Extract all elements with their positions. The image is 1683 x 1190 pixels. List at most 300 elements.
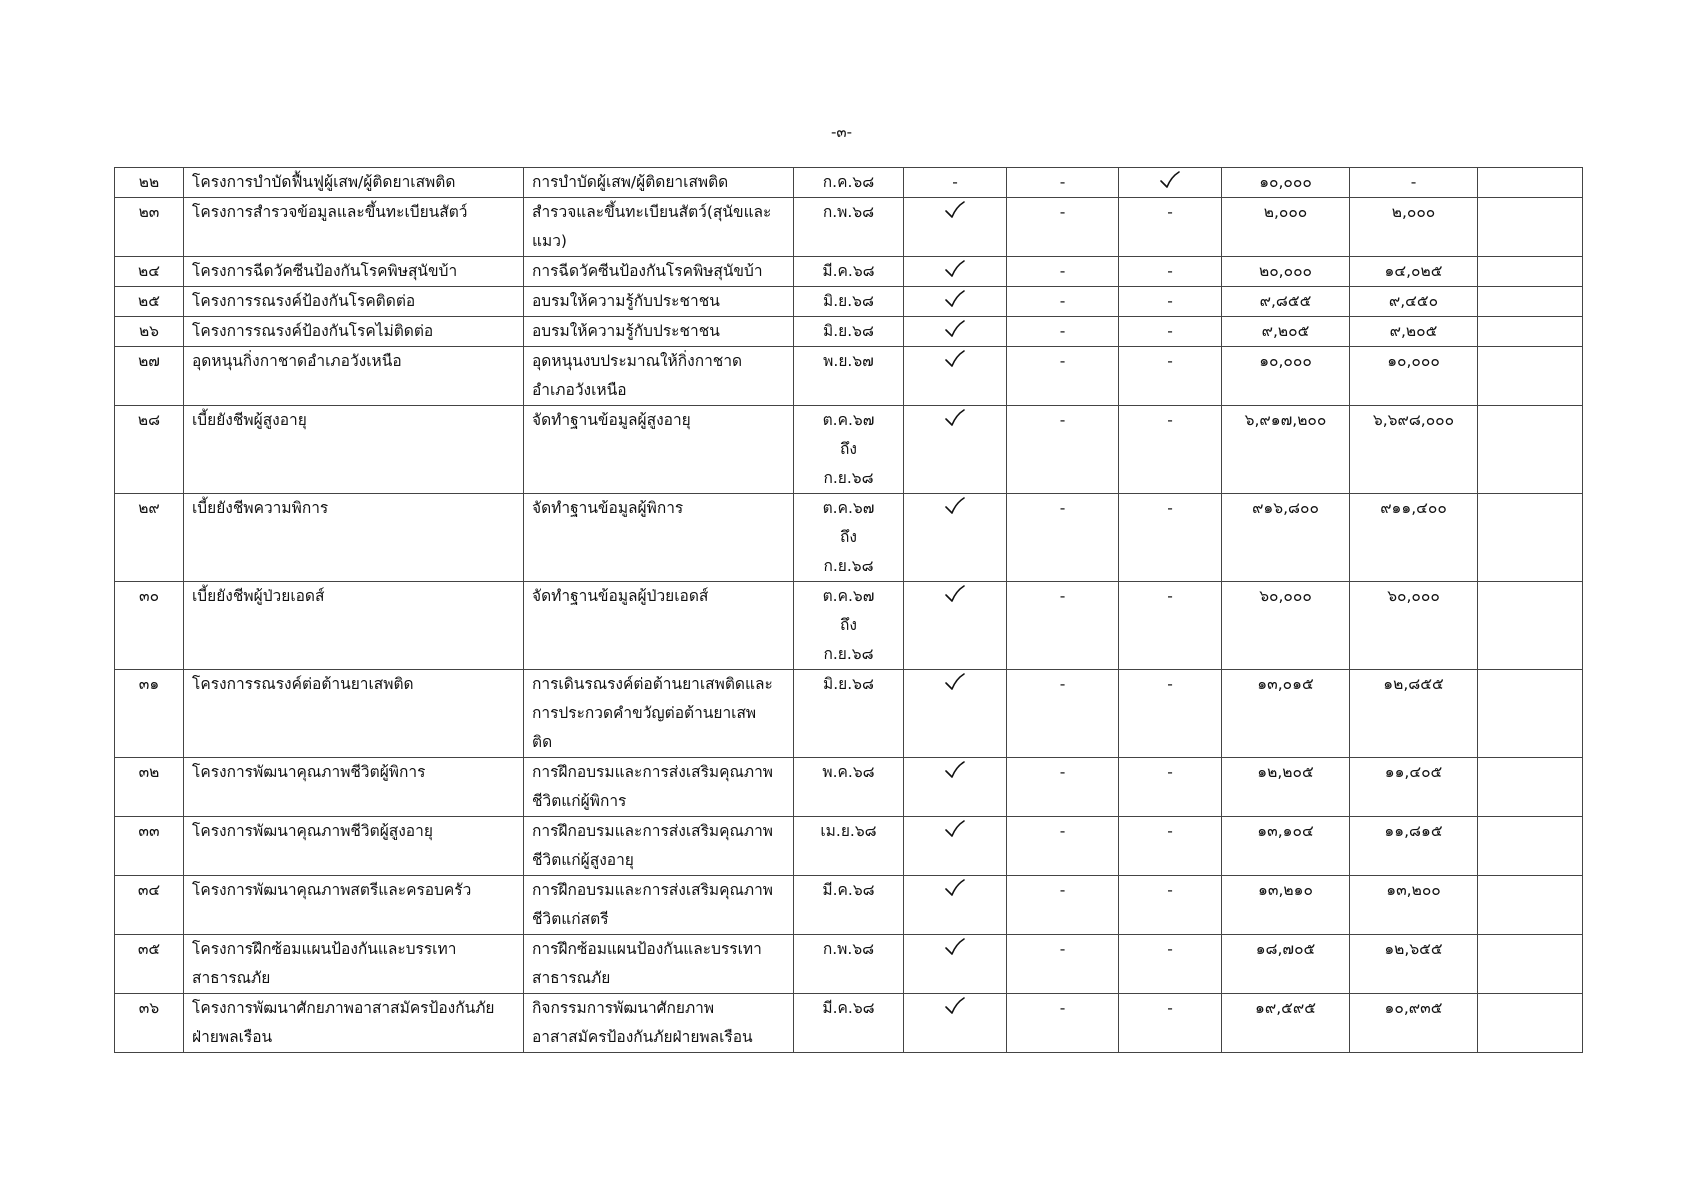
remark-cell bbox=[1478, 994, 1583, 1053]
period-cell bbox=[794, 494, 904, 582]
dash-mark: - bbox=[1059, 173, 1066, 191]
row-number-cell bbox=[115, 168, 184, 198]
activity-line: การประกวดคำขวัญต่อต้านยาเสพ bbox=[532, 704, 757, 722]
period-line: ก.ย.๖๘ bbox=[823, 557, 874, 575]
checkmark-icon bbox=[944, 349, 966, 369]
remark-cell bbox=[1478, 876, 1583, 935]
budget-amount: ๒๐,๐๐๐ bbox=[1259, 262, 1312, 280]
activity-cell bbox=[524, 935, 794, 994]
budget-cell bbox=[1222, 994, 1350, 1053]
status-cell bbox=[1119, 347, 1222, 406]
remark-cell bbox=[1478, 198, 1583, 257]
project-name-line: โครงการบำบัดฟื้นฟูผู้เสพ/ผู้ติดยาเสพติด bbox=[192, 173, 456, 191]
activity-cell bbox=[524, 287, 794, 317]
spent-cell bbox=[1350, 494, 1478, 582]
budget-amount: ๑๐,๐๐๐ bbox=[1259, 352, 1312, 370]
project-name-line: อุดหนุนกิ่งกาชาดอำเภอวังเหนือ bbox=[192, 352, 402, 370]
period-cell bbox=[794, 257, 904, 287]
status-cell bbox=[1007, 168, 1119, 198]
activity-cell bbox=[524, 317, 794, 347]
checkmark-icon bbox=[944, 819, 966, 839]
dash-mark: - bbox=[1059, 352, 1066, 370]
remark-cell bbox=[1478, 670, 1583, 758]
status-cell bbox=[1007, 347, 1119, 406]
spent-amount: ๑๔,๐๒๕ bbox=[1384, 262, 1443, 280]
dash-mark: - bbox=[1059, 999, 1066, 1017]
budget-amount: ๑๐,๐๐๐ bbox=[1259, 173, 1312, 191]
table-row bbox=[115, 582, 1583, 670]
row-number: ๓๒ bbox=[138, 763, 160, 781]
spent-amount: ๖,๖๙๘,๐๐๐ bbox=[1372, 411, 1455, 429]
project-name-cell bbox=[184, 257, 524, 287]
period-line: ต.ค.๖๗ bbox=[822, 499, 875, 517]
row-number: ๒๗ bbox=[138, 352, 160, 370]
spent-amount: ๙,๔๕๐ bbox=[1388, 292, 1439, 310]
row-number: ๓๐ bbox=[138, 587, 160, 605]
period-cell bbox=[794, 817, 904, 876]
activity-line: จัดทำฐานข้อมูลผู้พิการ bbox=[532, 499, 684, 517]
row-number: ๒๕ bbox=[138, 292, 160, 310]
activity-line: การฉีดวัคซีนป้องกันโรคพิษสุนัขบ้า bbox=[532, 262, 763, 280]
row-number: ๓๓ bbox=[138, 822, 160, 840]
checkmark-icon bbox=[944, 584, 966, 604]
project-name-cell bbox=[184, 494, 524, 582]
period-line: ถึง bbox=[840, 440, 857, 458]
checkmark-icon bbox=[944, 760, 966, 780]
spent-cell bbox=[1350, 994, 1478, 1053]
budget-cell bbox=[1222, 317, 1350, 347]
row-number-cell bbox=[115, 317, 184, 347]
remark-cell bbox=[1478, 406, 1583, 494]
budget-cell bbox=[1222, 168, 1350, 198]
budget-cell bbox=[1222, 198, 1350, 257]
table-row bbox=[115, 347, 1583, 406]
spent-cell bbox=[1350, 876, 1478, 935]
spent-amount: ๑๑,๘๑๕ bbox=[1384, 822, 1443, 840]
status-cell bbox=[1119, 582, 1222, 670]
spent-amount: ๑๓,๒๐๐ bbox=[1386, 881, 1441, 899]
period-cell bbox=[794, 287, 904, 317]
row-number-cell bbox=[115, 935, 184, 994]
spent-amount: ๑๒,๖๕๕ bbox=[1384, 940, 1443, 958]
activity-cell bbox=[524, 670, 794, 758]
activity-line: จัดทำฐานข้อมูลผู้ป่วยเอดส์ bbox=[532, 587, 709, 605]
period-line: ก.พ.๖๘ bbox=[822, 940, 875, 958]
status-cell bbox=[1007, 257, 1119, 287]
status-cell bbox=[1007, 876, 1119, 935]
dash-mark: - bbox=[1059, 675, 1066, 693]
status-cell bbox=[1119, 817, 1222, 876]
spent-cell bbox=[1350, 670, 1478, 758]
dash-mark: - bbox=[1167, 499, 1173, 517]
budget-cell bbox=[1222, 817, 1350, 876]
period-line: ก.ย.๖๘ bbox=[823, 645, 874, 663]
budget-cell bbox=[1222, 347, 1350, 406]
row-number: ๓๕ bbox=[137, 940, 161, 958]
dash-mark: - bbox=[1059, 411, 1066, 429]
activity-line: กิจกรรมการพัฒนาศักยภาพ bbox=[532, 999, 715, 1017]
row-number-cell bbox=[115, 817, 184, 876]
project-name-line: โครงการฝึกซ้อมแผนป้องกันและบรรเทา bbox=[192, 940, 457, 958]
status-cell bbox=[904, 817, 1007, 876]
period-cell bbox=[794, 994, 904, 1053]
row-number: ๓๖ bbox=[138, 999, 160, 1017]
dash-mark: - bbox=[1167, 999, 1173, 1017]
spent-amount: ๙๑๑,๔๐๐ bbox=[1380, 499, 1447, 517]
status-cell bbox=[1007, 198, 1119, 257]
activity-cell bbox=[524, 582, 794, 670]
period-line: มี.ค.๖๘ bbox=[822, 999, 875, 1017]
activity-line: การฝึกซ้อมแผนป้องกันและบรรเทา bbox=[532, 940, 762, 958]
budget-amount: ๙,๒๐๕ bbox=[1261, 322, 1310, 340]
period-line: พ.ย.๖๗ bbox=[823, 352, 874, 370]
table-row bbox=[115, 406, 1583, 494]
dash-mark: - bbox=[1167, 322, 1173, 340]
project-name-line: โครงการพัฒนาศักยภาพอาสาสมัครป้องกันภัย bbox=[192, 999, 495, 1017]
row-number-cell bbox=[115, 582, 184, 670]
table-row bbox=[115, 817, 1583, 876]
budget-cell bbox=[1222, 582, 1350, 670]
row-number: ๓๑ bbox=[138, 675, 160, 693]
dash-mark: - bbox=[1167, 881, 1173, 899]
row-number: ๒๘ bbox=[137, 411, 161, 429]
project-name-line: เบี้ยยังชีพความพิการ bbox=[192, 499, 329, 517]
activity-line: สำรวจและขึ้นทะเบียนสัตว์(สุนัขและ bbox=[532, 203, 772, 221]
period-cell bbox=[794, 935, 904, 994]
budget-cell bbox=[1222, 935, 1350, 994]
status-cell bbox=[1119, 935, 1222, 994]
status-cell bbox=[904, 406, 1007, 494]
spent-cell bbox=[1350, 347, 1478, 406]
project-name-line: โครงการพัฒนาคุณภาพชีวิตผู้สูงอายุ bbox=[192, 822, 433, 840]
status-cell bbox=[904, 317, 1007, 347]
status-cell bbox=[1119, 406, 1222, 494]
status-cell bbox=[1007, 994, 1119, 1053]
period-line: เม.ย.๖๘ bbox=[820, 822, 877, 840]
status-cell bbox=[1119, 876, 1222, 935]
spent-amount: ๑๑,๔๐๕ bbox=[1384, 763, 1443, 781]
row-number-cell bbox=[115, 758, 184, 817]
dash-mark: - bbox=[1167, 940, 1173, 958]
spent-amount: ๑๐,๐๐๐ bbox=[1387, 352, 1440, 370]
budget-cell bbox=[1222, 257, 1350, 287]
checkmark-icon bbox=[944, 996, 966, 1016]
dash-mark: - bbox=[1167, 822, 1173, 840]
budget-amount: ๑๓,๒๑๐ bbox=[1258, 881, 1313, 899]
budget-amount: ๑๓,๑๐๔ bbox=[1257, 822, 1314, 840]
budget-amount: ๑๘,๗๐๕ bbox=[1255, 940, 1316, 958]
project-name-line: โครงการฉีดวัคซีนป้องกันโรคพิษสุนัขบ้า bbox=[192, 262, 458, 280]
period-line: ก.ย.๖๘ bbox=[823, 469, 874, 487]
row-number-cell bbox=[115, 876, 184, 935]
status-cell bbox=[1007, 317, 1119, 347]
status-cell bbox=[904, 876, 1007, 935]
spent-amount: ๑๒,๘๕๕ bbox=[1383, 675, 1444, 693]
status-cell bbox=[1119, 198, 1222, 257]
period-line: ก.พ.๖๘ bbox=[822, 203, 875, 221]
dash-mark: - bbox=[1059, 587, 1066, 605]
status-cell bbox=[904, 347, 1007, 406]
activity-line: ชีวิตแก่ผู้สูงอายุ bbox=[532, 851, 634, 869]
budget-cell bbox=[1222, 287, 1350, 317]
checkmark-icon bbox=[944, 672, 966, 692]
dash-mark: - bbox=[1167, 352, 1173, 370]
page-number: -๓- bbox=[830, 123, 853, 141]
activity-line: การฝึกอบรมและการส่งเสริมคุณภาพ bbox=[532, 881, 774, 899]
activity-line: อุดหนุนงบประมาณให้กิ่งกาชาด bbox=[532, 352, 743, 370]
status-cell bbox=[904, 198, 1007, 257]
activity-line: การฝึกอบรมและการส่งเสริมคุณภาพ bbox=[532, 763, 774, 781]
dash-mark: - bbox=[1059, 881, 1066, 899]
activity-cell bbox=[524, 758, 794, 817]
activity-cell bbox=[524, 994, 794, 1053]
period-line: มิ.ย.๖๘ bbox=[823, 292, 874, 310]
remark-cell bbox=[1478, 935, 1583, 994]
status-cell bbox=[904, 257, 1007, 287]
checkmark-icon bbox=[944, 200, 966, 220]
budget-amount: ๙๑๖,๘๐๐ bbox=[1252, 499, 1319, 517]
status-cell bbox=[904, 168, 1007, 198]
period-line: ต.ค.๖๗ bbox=[822, 587, 875, 605]
dash-mark: - bbox=[1167, 292, 1173, 310]
dash-mark: - bbox=[1167, 587, 1173, 605]
period-cell bbox=[794, 347, 904, 406]
table-row bbox=[115, 168, 1583, 198]
spent-cell bbox=[1350, 582, 1478, 670]
project-name-cell bbox=[184, 994, 524, 1053]
spent-cell bbox=[1350, 168, 1478, 198]
activity-cell bbox=[524, 168, 794, 198]
budget-amount: ๑๓,๐๑๕ bbox=[1257, 675, 1314, 693]
status-cell bbox=[1007, 287, 1119, 317]
project-name-line: โครงการพัฒนาคุณภาพสตรีและครอบครัว bbox=[192, 881, 472, 899]
project-name-line: เบี้ยยังชีพผู้ป่วยเอดส์ bbox=[192, 587, 325, 605]
row-number: ๒๖ bbox=[138, 322, 160, 340]
period-line: มิ.ย.๖๘ bbox=[823, 322, 874, 340]
project-name-cell bbox=[184, 287, 524, 317]
spent-cell bbox=[1350, 406, 1478, 494]
row-number: ๒๙ bbox=[138, 499, 160, 517]
status-cell bbox=[1007, 406, 1119, 494]
project-table bbox=[114, 167, 1583, 1053]
spent-amount: - bbox=[1410, 173, 1417, 191]
dash-mark: - bbox=[1059, 262, 1066, 280]
period-cell bbox=[794, 168, 904, 198]
checkmark-icon bbox=[1159, 170, 1181, 190]
project-name-line: โครงการรณรงค์ป้องกันโรคติดต่อ bbox=[192, 292, 416, 310]
remark-cell bbox=[1478, 758, 1583, 817]
row-number: ๒๒ bbox=[138, 173, 160, 191]
checkmark-icon bbox=[944, 496, 966, 516]
status-cell bbox=[1007, 817, 1119, 876]
budget-cell bbox=[1222, 758, 1350, 817]
remark-cell bbox=[1478, 494, 1583, 582]
activity-line: ติด bbox=[532, 733, 553, 751]
spent-cell bbox=[1350, 287, 1478, 317]
row-number-cell bbox=[115, 670, 184, 758]
status-cell bbox=[1007, 582, 1119, 670]
project-name-line: สาธารณภัย bbox=[192, 969, 271, 987]
period-cell bbox=[794, 406, 904, 494]
activity-line: การฝึกอบรมและการส่งเสริมคุณภาพ bbox=[532, 822, 774, 840]
row-number: ๒๓ bbox=[138, 203, 160, 221]
project-name-cell bbox=[184, 406, 524, 494]
checkmark-icon bbox=[944, 319, 966, 339]
remark-cell bbox=[1478, 582, 1583, 670]
row-number-cell bbox=[115, 406, 184, 494]
dash-mark: - bbox=[1059, 322, 1066, 340]
activity-line: สาธารณภัย bbox=[532, 969, 611, 987]
spent-cell bbox=[1350, 317, 1478, 347]
project-name-line: โครงการรณรงค์ป้องกันโรคไม่ติดต่อ bbox=[192, 322, 434, 340]
project-name-line: โครงการรณรงค์ต่อต้านยาเสพติด bbox=[192, 675, 414, 693]
spent-amount: ๙,๒๐๕ bbox=[1389, 322, 1438, 340]
dash-mark: - bbox=[1059, 763, 1066, 781]
spent-cell bbox=[1350, 935, 1478, 994]
status-cell bbox=[904, 994, 1007, 1053]
row-number-cell bbox=[115, 287, 184, 317]
spent-amount: ๑๐,๙๓๕ bbox=[1384, 999, 1443, 1017]
project-name-line: ฝ่ายพลเรือน bbox=[192, 1028, 273, 1046]
row-number-cell bbox=[115, 494, 184, 582]
period-cell bbox=[794, 198, 904, 257]
budget-amount: ๖,๙๑๗,๒๐๐ bbox=[1244, 411, 1327, 429]
budget-amount: ๑๙,๕๙๕ bbox=[1255, 999, 1316, 1017]
checkmark-icon bbox=[944, 289, 966, 309]
project-name-cell bbox=[184, 758, 524, 817]
dash-mark: - bbox=[1167, 763, 1173, 781]
checkmark-icon bbox=[944, 259, 966, 279]
budget-cell bbox=[1222, 494, 1350, 582]
activity-line: การเดินรณรงค์ต่อต้านยาเสพติดและ bbox=[532, 675, 773, 693]
period-cell bbox=[794, 876, 904, 935]
activity-cell bbox=[524, 876, 794, 935]
status-cell bbox=[904, 670, 1007, 758]
activity-cell bbox=[524, 347, 794, 406]
period-line: ถึง bbox=[840, 528, 857, 546]
project-name-cell bbox=[184, 670, 524, 758]
checkmark-icon bbox=[944, 937, 966, 957]
spent-amount: ๖๐,๐๐๐ bbox=[1387, 587, 1440, 605]
activity-line: จัดทำฐานข้อมูลผู้สูงอายุ bbox=[532, 411, 691, 429]
project-name-cell bbox=[184, 317, 524, 347]
activity-cell bbox=[524, 198, 794, 257]
budget-cell bbox=[1222, 670, 1350, 758]
status-cell bbox=[1007, 494, 1119, 582]
dash-mark: - bbox=[1059, 822, 1066, 840]
table-row bbox=[115, 198, 1583, 257]
project-name-cell bbox=[184, 935, 524, 994]
activity-line: อาสาสมัครป้องกันภัยฝ่ายพลเรือน bbox=[532, 1028, 753, 1046]
project-name-line: เบี้ยยังชีพผู้สูงอายุ bbox=[192, 411, 307, 429]
row-number-cell bbox=[115, 347, 184, 406]
period-line: มี.ค.๖๘ bbox=[822, 262, 875, 280]
project-name-cell bbox=[184, 582, 524, 670]
project-name-cell bbox=[184, 168, 524, 198]
table-row bbox=[115, 670, 1583, 758]
activity-line: แมว) bbox=[532, 232, 567, 250]
status-cell bbox=[1119, 257, 1222, 287]
period-line: มิ.ย.๖๘ bbox=[823, 675, 874, 693]
status-cell bbox=[1119, 168, 1222, 198]
status-cell bbox=[1007, 670, 1119, 758]
checkmark-icon bbox=[944, 408, 966, 428]
activity-line: การบำบัดผู้เสพ/ผู้ติดยาเสพติด bbox=[532, 173, 729, 191]
status-cell bbox=[1119, 994, 1222, 1053]
dash-mark: - bbox=[1059, 203, 1066, 221]
period-line: ก.ค.๖๘ bbox=[822, 173, 875, 191]
row-number-cell bbox=[115, 257, 184, 287]
budget-amount: ๑๒,๒๐๕ bbox=[1257, 763, 1314, 781]
budget-amount: ๙,๘๕๕ bbox=[1259, 292, 1312, 310]
status-cell bbox=[904, 494, 1007, 582]
dash-mark: - bbox=[1059, 292, 1066, 310]
project-name-cell bbox=[184, 198, 524, 257]
table-row bbox=[115, 317, 1583, 347]
table-row bbox=[115, 994, 1583, 1053]
project-name-cell bbox=[184, 876, 524, 935]
dash-mark: - bbox=[1167, 675, 1173, 693]
table-body bbox=[115, 168, 1583, 1053]
spent-cell bbox=[1350, 198, 1478, 257]
period-cell bbox=[794, 317, 904, 347]
table-row bbox=[115, 287, 1583, 317]
row-number: ๓๔ bbox=[137, 881, 161, 899]
dash-mark: - bbox=[952, 173, 958, 191]
project-name-line: โครงการสำรวจข้อมูลและขึ้นทะเบียนสัตว์ bbox=[192, 203, 468, 221]
spent-cell bbox=[1350, 758, 1478, 817]
table-row bbox=[115, 876, 1583, 935]
row-number: ๒๔ bbox=[138, 262, 160, 280]
dash-mark: - bbox=[1059, 499, 1066, 517]
remark-cell bbox=[1478, 257, 1583, 287]
table-row bbox=[115, 257, 1583, 287]
spent-amount: ๒,๐๐๐ bbox=[1391, 203, 1436, 221]
status-cell bbox=[904, 582, 1007, 670]
status-cell bbox=[1119, 494, 1222, 582]
dash-mark: - bbox=[1167, 411, 1173, 429]
table-row bbox=[115, 935, 1583, 994]
period-line: ต.ค.๖๗ bbox=[822, 411, 875, 429]
project-name-cell bbox=[184, 817, 524, 876]
remark-cell bbox=[1478, 817, 1583, 876]
project-name-cell bbox=[184, 347, 524, 406]
period-line: ถึง bbox=[840, 616, 857, 634]
period-cell bbox=[794, 670, 904, 758]
project-name-line: โครงการพัฒนาคุณภาพชีวิตผู้พิการ bbox=[192, 763, 426, 781]
status-cell bbox=[1119, 670, 1222, 758]
period-cell bbox=[794, 758, 904, 817]
remark-cell bbox=[1478, 317, 1583, 347]
status-cell bbox=[904, 287, 1007, 317]
dash-mark: - bbox=[1167, 262, 1173, 280]
status-cell bbox=[1119, 287, 1222, 317]
remark-cell bbox=[1478, 347, 1583, 406]
status-cell bbox=[1119, 317, 1222, 347]
activity-line: ชีวิตแก่ผู้พิการ bbox=[532, 792, 627, 810]
spent-cell bbox=[1350, 257, 1478, 287]
budget-cell bbox=[1222, 406, 1350, 494]
checkmark-icon bbox=[944, 878, 966, 898]
dash-mark: - bbox=[1059, 940, 1066, 958]
status-cell bbox=[904, 935, 1007, 994]
activity-line: อำเภอวังเหนือ bbox=[532, 381, 627, 399]
activity-line: อบรมให้ความรู้กับประชาชน bbox=[532, 322, 720, 340]
activity-cell bbox=[524, 406, 794, 494]
table-row bbox=[115, 758, 1583, 817]
period-cell bbox=[794, 582, 904, 670]
activity-line: อบรมให้ความรู้กับประชาชน bbox=[532, 292, 720, 310]
